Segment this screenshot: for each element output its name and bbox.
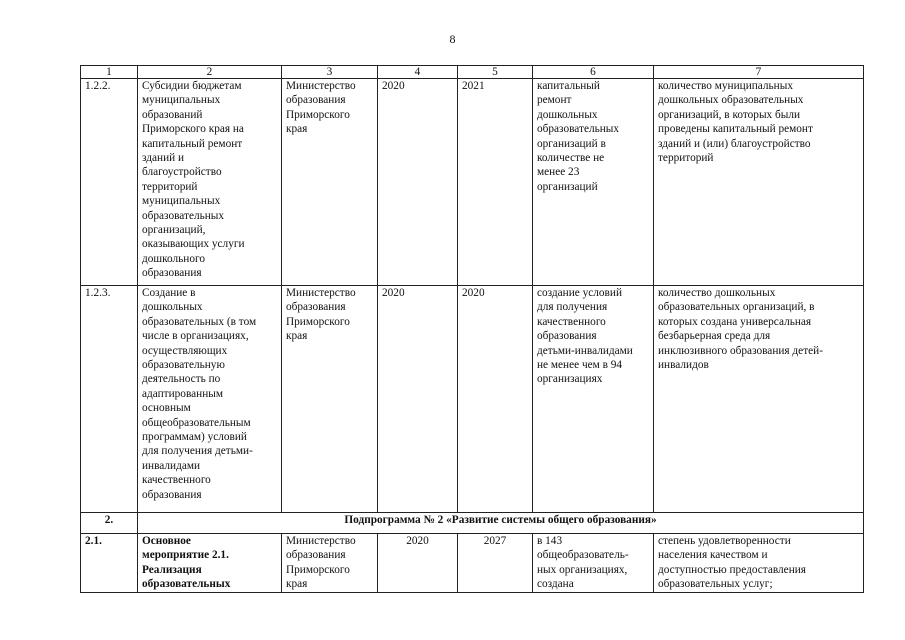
item-number: 1.2.2. xyxy=(81,79,138,286)
item-result: капитальный ремонт дошкольных образовательных организаций в количестве не менее 23 организаций xyxy=(533,79,654,286)
subprogram-title: Подпрограмма № 2 «Развитие системы общего образования» xyxy=(138,513,864,534)
column-number: 2 xyxy=(138,66,282,79)
item-end-year: 2020 xyxy=(458,286,533,513)
column-number: 4 xyxy=(378,66,458,79)
item-end-year: 2027 xyxy=(458,534,533,593)
item-result: в 143 общеобразователь- ных организациях, создана xyxy=(533,534,654,593)
item-start-year: 2020 xyxy=(378,79,458,286)
item-name: Основное мероприятие 2.1. Реализация образовательных xyxy=(138,534,282,593)
column-number-row xyxy=(81,66,864,79)
item-end-year: 2021 xyxy=(458,79,533,286)
item-executor: Министерство образования Приморского края xyxy=(282,286,378,513)
column-number: 7 xyxy=(654,66,864,79)
item-name: Субсидии бюджетам муниципальных образований Приморского края на капитальный ремонт зданий и благоустройство территорий муниципальных образовательных организаций, оказывающих услуги дошкольного образования xyxy=(138,79,282,286)
program-table xyxy=(80,65,864,593)
item-indicator: степень удовлетворенности населения качеством и доступностью предоставления образовательных услуг; xyxy=(654,534,864,593)
column-number: 5 xyxy=(458,66,533,79)
table-row xyxy=(81,286,864,513)
table-row xyxy=(81,534,864,593)
page-number: 8 xyxy=(449,32,456,46)
subprogram-row xyxy=(81,513,864,534)
item-executor: Министерство образования Приморского края xyxy=(282,534,378,593)
item-indicator: количество муниципальных дошкольных образовательных организаций, в которых были проведены капитальный ремонт зданий и (или) благоустройство территорий xyxy=(654,79,864,286)
item-indicator: количество дошкольных образовательных организаций, в которых создана универсальная безбарьерная среда для инклюзивного образования детей- инвалидов xyxy=(654,286,864,513)
item-number: 2.1. xyxy=(81,534,138,593)
item-result: создание условий для получения качественного образования детьми-инвалидами не менее чем в 94 организациях xyxy=(533,286,654,513)
item-name: Создание в дошкольных образовательных (в том числе в организациях, осуществляющих образовательную деятельность по адаптированным основным общеобразовательным программам) условий для получения детьми- инвалидами качественного образования xyxy=(138,286,282,513)
item-number: 1.2.3. xyxy=(81,286,138,513)
item-start-year: 2020 xyxy=(378,286,458,513)
column-number: 1 xyxy=(81,66,138,79)
item-start-year: 2020 xyxy=(378,534,458,593)
column-number: 3 xyxy=(282,66,378,79)
table-row xyxy=(81,79,864,286)
item-executor: Министерство образования Приморского края xyxy=(282,79,378,286)
subprogram-number: 2. xyxy=(81,513,138,534)
column-number: 6 xyxy=(533,66,654,79)
